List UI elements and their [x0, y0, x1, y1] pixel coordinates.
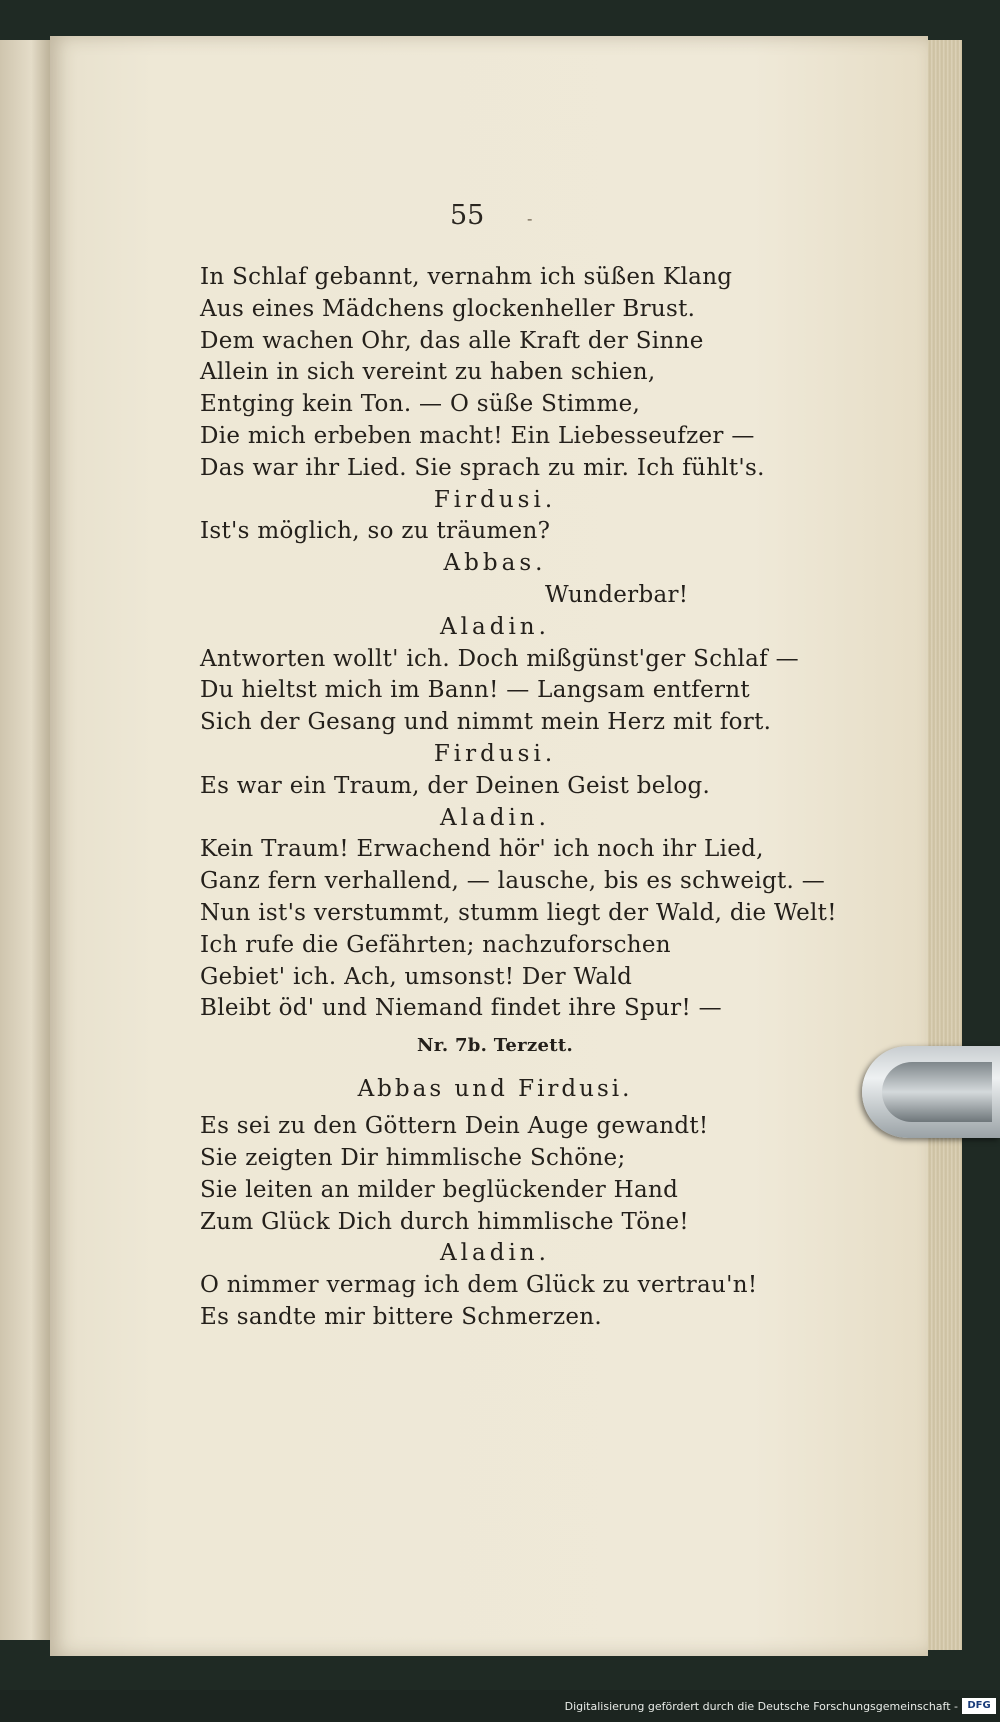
page-number: 55: [450, 200, 485, 231]
verse-line: Antworten wollt' ich. Doch mißgünst'ger Schlaf —: [200, 645, 799, 672]
speaker-name: Aladin.: [440, 613, 550, 640]
verse-line: Sich der Gesang und nimmt mein Herz mit fort.: [200, 709, 772, 736]
verse-line: In Schlaf gebannt, vernahm ich süßen Klang: [200, 264, 733, 290]
verse-line: Sie leiten an milder beglückender Hand: [200, 1176, 679, 1203]
facing-page-edge: [0, 40, 52, 1640]
section-heading: Nr. 7b. Terzett.: [416, 1035, 574, 1057]
verse-line: Gebiet' ich. Ach, umsonst! Der Wald: [200, 963, 633, 990]
verse-line: Die mich erbeben macht! Ein Liebesseufzer —: [200, 422, 755, 449]
speaker-name: Abbas.: [443, 550, 547, 577]
verse-line: Entging kein Ton. — O süße Stimme,: [200, 391, 641, 418]
verse-line: Ich rufe die Gefährten; nachzuforschen: [200, 931, 671, 958]
verse-line: Wunderbar!: [545, 581, 689, 608]
verse-line: Kein Traum! Erwachend hör' ich noch ihr Lied,: [200, 836, 764, 863]
verse-line: Ist's möglich, so zu träumen?: [200, 518, 551, 545]
book-clip-inner: [882, 1062, 992, 1122]
verse-line: Sie zeigten Dir himmlische Schöne;: [200, 1144, 626, 1171]
verse-line: Du hieltst mich im Bann! — Langsam entfernt: [200, 677, 750, 704]
dfg-logo: DFG: [962, 1698, 996, 1714]
digitization-credit: Digitalisierung gefördert durch die Deutsche Forschungsgemeinschaft -: [564, 1700, 958, 1713]
verse-line: Das war ihr Lied. Sie sprach zu mir. Ich fühlt's.: [200, 454, 765, 481]
speaker-name: Aladin.: [440, 1240, 550, 1267]
page-mark: -: [527, 209, 533, 228]
verse-line: Es war ein Traum, der Deinen Geist belog.: [200, 772, 711, 799]
verse-line: Zum Glück Dich durch himmlische Töne!: [200, 1208, 689, 1235]
verse-line: Ganz fern verhallend, — lausche, bis es schweigt. —: [200, 868, 826, 895]
verse-line: O nimmer vermag ich dem Glück zu vertrau'n!: [200, 1272, 758, 1299]
verse-line: Dem wachen Ohr, das alle Kraft der Sinne: [200, 327, 704, 354]
verse-line: Allein in sich vereint zu haben schien,: [200, 359, 656, 386]
speaker-name: Firdusi.: [433, 486, 557, 513]
verse-line: Es sei zu den Göttern Dein Auge gewandt!: [200, 1113, 709, 1140]
page-stack-edge: [928, 40, 962, 1650]
book-clip: [862, 1046, 1000, 1138]
verse-text: [200, 262, 837, 1334]
speaker-name: Firdusi.: [433, 740, 557, 767]
speaker-name: Aladin.: [440, 804, 550, 831]
verse-line: Bleibt öd' und Niemand findet ihre Spur! —: [200, 995, 722, 1022]
verse-line: Nun ist's verstummt, stumm liegt der Wald, die Welt!: [200, 899, 837, 926]
verse-line: Aus eines Mädchens glockenheller Brust.: [200, 295, 696, 322]
verse-line: Es sandte mir bittere Schmerzen.: [200, 1303, 603, 1330]
speaker-name: Abbas und Firdusi.: [357, 1076, 633, 1103]
